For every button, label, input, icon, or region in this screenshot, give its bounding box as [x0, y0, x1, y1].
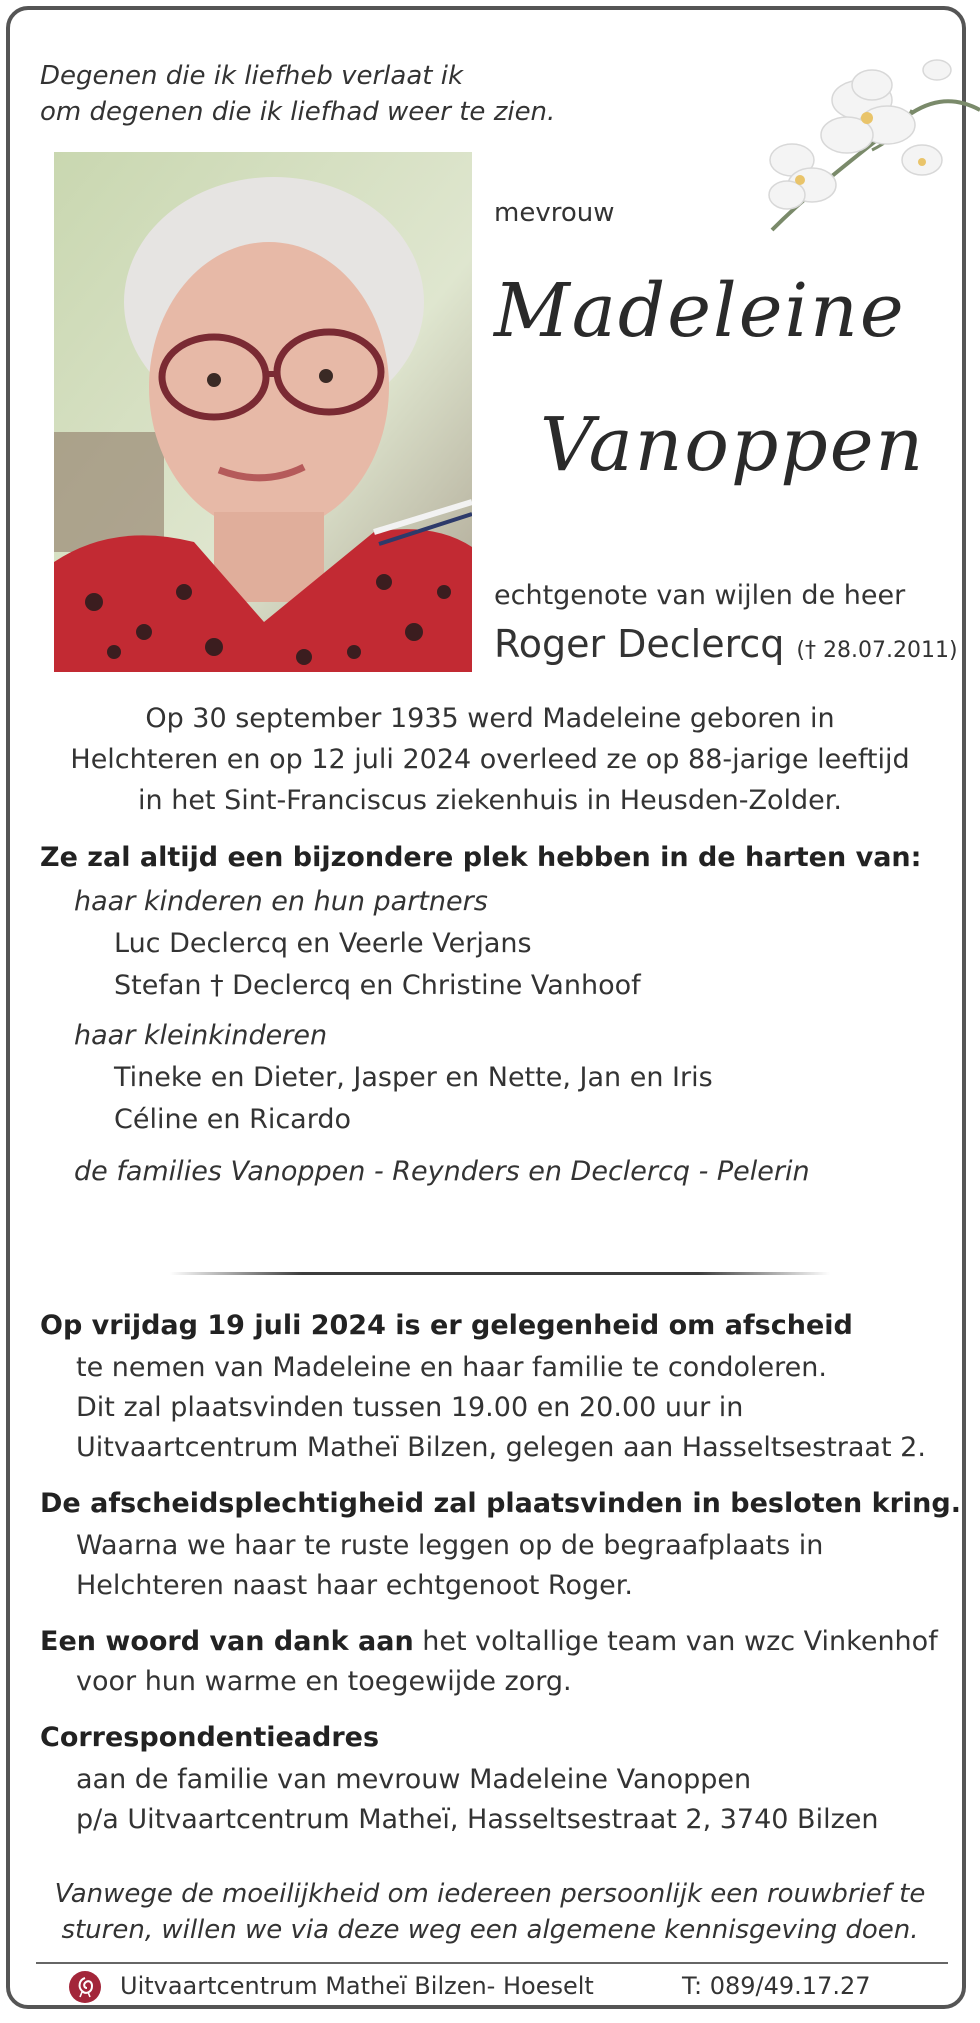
farewell-line: Dit zal plaatsvinden tussen 19.00 en 20.00 uur in — [76, 1392, 744, 1423]
bio-line-3: in het Sint-Franciscus ziekenhuis in Heusden-Zolder. — [138, 785, 842, 816]
portrait-photo — [54, 152, 472, 672]
farewell-line: te nemen van Madeleine en haar familie te condoleren. — [76, 1352, 827, 1383]
deceased-first-name: Madeleine — [494, 268, 906, 354]
footer-divider — [36, 1962, 948, 1964]
funeral-home-name: Uitvaartcentrum Matheï Bilzen- Hoeselt — [120, 1972, 594, 2000]
biography — [40, 698, 940, 821]
ceremony-heading: De afscheidsplechtigheid zal plaatsvinden in besloten kring. — [40, 1488, 961, 1519]
quote-line-2: om degenen die ik liefhad weer te zien. — [40, 97, 556, 127]
funeral-home-phone: T: 089/49.17.27 — [682, 1972, 871, 2000]
child-line: Stefan † Declercq en Christine Vanhoof — [114, 970, 641, 1001]
spouse-intro: echtgenote van wijlen de heer — [494, 580, 906, 611]
farewell-heading: Op vrijdag 19 juli 2024 is er gelegenheid om afscheid — [40, 1310, 853, 1341]
spouse-block — [494, 622, 958, 666]
correspondence-line: aan de familie van mevrouw Madeleine Vanoppen — [76, 1764, 752, 1795]
notice-line-2: sturen, willen we via deze weg een algemene kennisgeving doen. — [61, 1915, 919, 1945]
family-heading: Ze zal altijd een bijzondere plek hebben in de harten van: — [40, 842, 922, 873]
spouse-death-date: († 28.07.2011) — [796, 638, 958, 663]
ceremony-line: Helchteren naast haar echtgenoot Roger. — [76, 1570, 633, 1601]
ceremony-line: Waarna we haar te ruste leggen op de begraafplaats in — [76, 1530, 824, 1561]
memorial-quote — [40, 58, 555, 130]
grandchildren-label: haar kleinkinderen — [74, 1020, 328, 1051]
correspondence-line: p/a Uitvaartcentrum Matheï, Hasseltsestraat 2, 3740 Bilzen — [76, 1804, 879, 1835]
farewell-line: Uitvaartcentrum Matheï Bilzen, gelegen aan Hasseltsestraat 2. — [76, 1432, 926, 1463]
children-label: haar kinderen en hun partners — [74, 886, 488, 917]
obituary-card — [6, 6, 966, 2009]
section-divider — [170, 1272, 830, 1275]
deceased-last-name: Vanoppen — [540, 402, 926, 488]
families-line: de families Vanoppen - Reynders en Declercq - Pelerin — [74, 1156, 810, 1187]
thanks-bold: Een woord van dank aan — [40, 1626, 414, 1657]
thanks-line — [40, 1626, 938, 1657]
orchid-decoration — [752, 40, 980, 250]
bio-line-1: Op 30 september 1935 werd Madeleine geboren in — [145, 703, 835, 734]
notice-line-1: Vanwege de moeilijkheid om iedereen persoonlijk een rouwbrief te — [54, 1879, 926, 1909]
thanks-line-2: voor hun warme en toegewijde zorg. — [76, 1666, 572, 1697]
portrait-illustration — [54, 152, 472, 672]
grandchild-line: Tineke en Dieter, Jasper en Nette, Jan en Iris — [114, 1062, 713, 1093]
child-line: Luc Declercq en Veerle Verjans — [114, 928, 532, 959]
general-notice — [40, 1876, 940, 1948]
bio-line-2: Helchteren en op 12 juli 2024 overleed ze op 88-jarige leeftijd — [70, 744, 910, 775]
correspondence-heading: Correspondentieadres — [40, 1722, 380, 1753]
grandchild-line: Céline en Ricardo — [114, 1104, 352, 1135]
deceased-prefix: mevrouw — [494, 198, 615, 228]
rose-logo-icon — [68, 1970, 102, 2004]
quote-line-1: Degenen die ik liefheb verlaat ik — [40, 61, 464, 91]
spouse-name: Roger Declercq — [494, 622, 785, 666]
thanks-rest: het voltallige team van wzc Vinkenhof — [413, 1626, 938, 1657]
